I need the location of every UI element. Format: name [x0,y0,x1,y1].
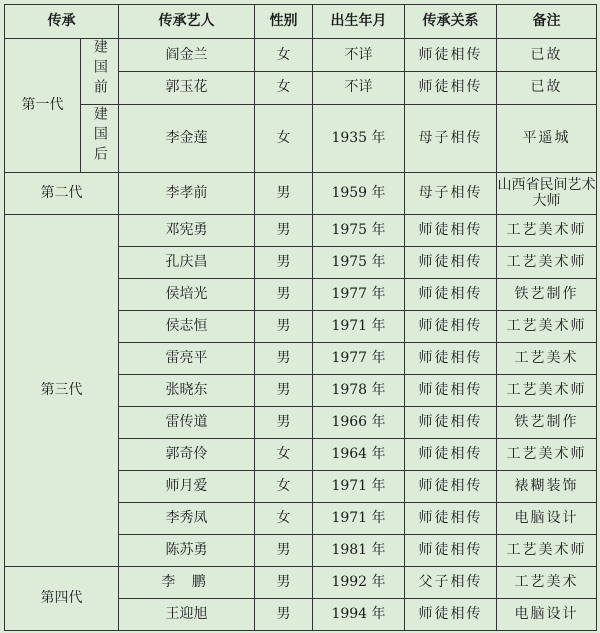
artist-gender: 男 [255,172,313,214]
artist-note: 铁艺制作 [497,278,597,310]
table-row [5,104,597,172]
artist-note: 工艺美术师 [497,246,597,278]
artist-birth: 1981 年 [313,534,405,566]
artist-gender: 男 [255,534,313,566]
generation-fourth: 第四代 [5,566,119,630]
artist-relation: 师徒相传 [405,278,497,310]
generation-first: 第一代 [5,39,81,173]
artist-relation: 师徒相传 [405,470,497,502]
artist-gender: 女 [255,438,313,470]
artist-gender: 男 [255,598,313,630]
generation-third: 第三代 [5,214,119,566]
artist-note: 工艺美术师 [497,310,597,342]
artist-birth: 不详 [313,71,405,104]
era-after-cell [81,104,119,172]
artist-name: 李秀凤 [119,502,255,534]
artist-relation: 师徒相传 [405,438,497,470]
artist-birth: 1971 年 [313,502,405,534]
era-before: 建国前 [91,39,108,99]
header-artist: 传承艺人 [119,5,255,39]
artist-name: 邓宪勇 [119,214,255,246]
artist-gender: 男 [255,246,313,278]
artist-relation: 师徒相传 [405,502,497,534]
table-row [5,172,597,214]
table-row [5,566,597,598]
artist-note: 工艺美术 [497,566,597,598]
artist-name: 李金莲 [119,104,255,172]
artist-note: 电脑设计 [497,598,597,630]
artist-name: 郭玉花 [119,71,255,104]
artist-birth: 1959 年 [313,172,405,214]
artist-relation: 师徒相传 [405,310,497,342]
artist-relation: 父子相传 [405,566,497,598]
artist-gender: 女 [255,71,313,104]
artist-note: 工艺美术师 [497,534,597,566]
artist-name: 雷亮平 [119,342,255,374]
artist-gender: 男 [255,374,313,406]
artist-relation: 母子相传 [405,104,497,172]
artist-name: 侯培光 [119,278,255,310]
table-row [5,39,597,72]
artist-birth: 1935 年 [313,104,405,172]
artist-gender: 男 [255,406,313,438]
artist-note: 工艺美术师 [497,214,597,246]
artist-birth: 1966 年 [313,406,405,438]
header-relation: 传承关系 [405,5,497,39]
header-birth: 出生年月 [313,5,405,39]
artist-birth: 1978 年 [313,374,405,406]
table-row [5,214,597,246]
artist-note: 山西省民间艺术大师 [497,172,597,214]
artist-note: 工艺美术 [497,342,597,374]
artist-birth: 1977 年 [313,278,405,310]
artist-relation: 师徒相传 [405,598,497,630]
era-before-cell [81,39,119,105]
header-generation: 传承 [5,5,119,39]
generation-second: 第二代 [5,172,119,214]
artist-birth: 1971 年 [313,310,405,342]
artist-relation: 师徒相传 [405,374,497,406]
lineage-table [4,4,597,631]
artist-gender: 男 [255,214,313,246]
artist-relation: 师徒相传 [405,246,497,278]
artist-name: 雷传道 [119,406,255,438]
artist-relation: 师徒相传 [405,342,497,374]
artist-relation: 母子相传 [405,172,497,214]
artist-relation: 师徒相传 [405,39,497,72]
artist-birth: 1994 年 [313,598,405,630]
artist-relation: 师徒相传 [405,71,497,104]
artist-birth: 1971 年 [313,470,405,502]
artist-gender: 女 [255,470,313,502]
header-row [5,5,597,39]
artist-note: 裱糊装饰 [497,470,597,502]
artist-gender: 女 [255,104,313,172]
artist-relation: 师徒相传 [405,406,497,438]
artist-relation: 师徒相传 [405,534,497,566]
artist-name: 孔庆昌 [119,246,255,278]
artist-name: 侯志恒 [119,310,255,342]
artist-name: 郭奇伶 [119,438,255,470]
artist-name: 阎金兰 [119,39,255,72]
artist-birth: 不详 [313,39,405,72]
artist-birth: 1964 年 [313,438,405,470]
artist-gender: 男 [255,566,313,598]
artist-note: 工艺美术师 [497,438,597,470]
artist-name: 李 鹏 [119,566,255,598]
artist-birth: 1975 年 [313,246,405,278]
header-gender: 性别 [255,5,313,39]
artist-relation: 师徒相传 [405,214,497,246]
artist-name: 张晓东 [119,374,255,406]
artist-gender: 男 [255,310,313,342]
artist-birth: 1975 年 [313,214,405,246]
artist-gender: 女 [255,39,313,72]
era-after: 建国后 [91,105,108,166]
artist-birth: 1992 年 [313,566,405,598]
artist-birth: 1977 年 [313,342,405,374]
artist-note: 铁艺制作 [497,406,597,438]
artist-gender: 男 [255,278,313,310]
artist-note: 平遥城 [497,104,597,172]
artist-gender: 男 [255,342,313,374]
header-note: 备注 [497,5,597,39]
artist-note: 电脑设计 [497,502,597,534]
artist-note: 已故 [497,39,597,72]
artist-note: 工艺美术师 [497,374,597,406]
artist-name: 李孝前 [119,172,255,214]
artist-name: 师月爱 [119,470,255,502]
artist-gender: 女 [255,502,313,534]
artist-note: 已故 [497,71,597,104]
artist-name: 陈苏勇 [119,534,255,566]
artist-name: 王迎旭 [119,598,255,630]
